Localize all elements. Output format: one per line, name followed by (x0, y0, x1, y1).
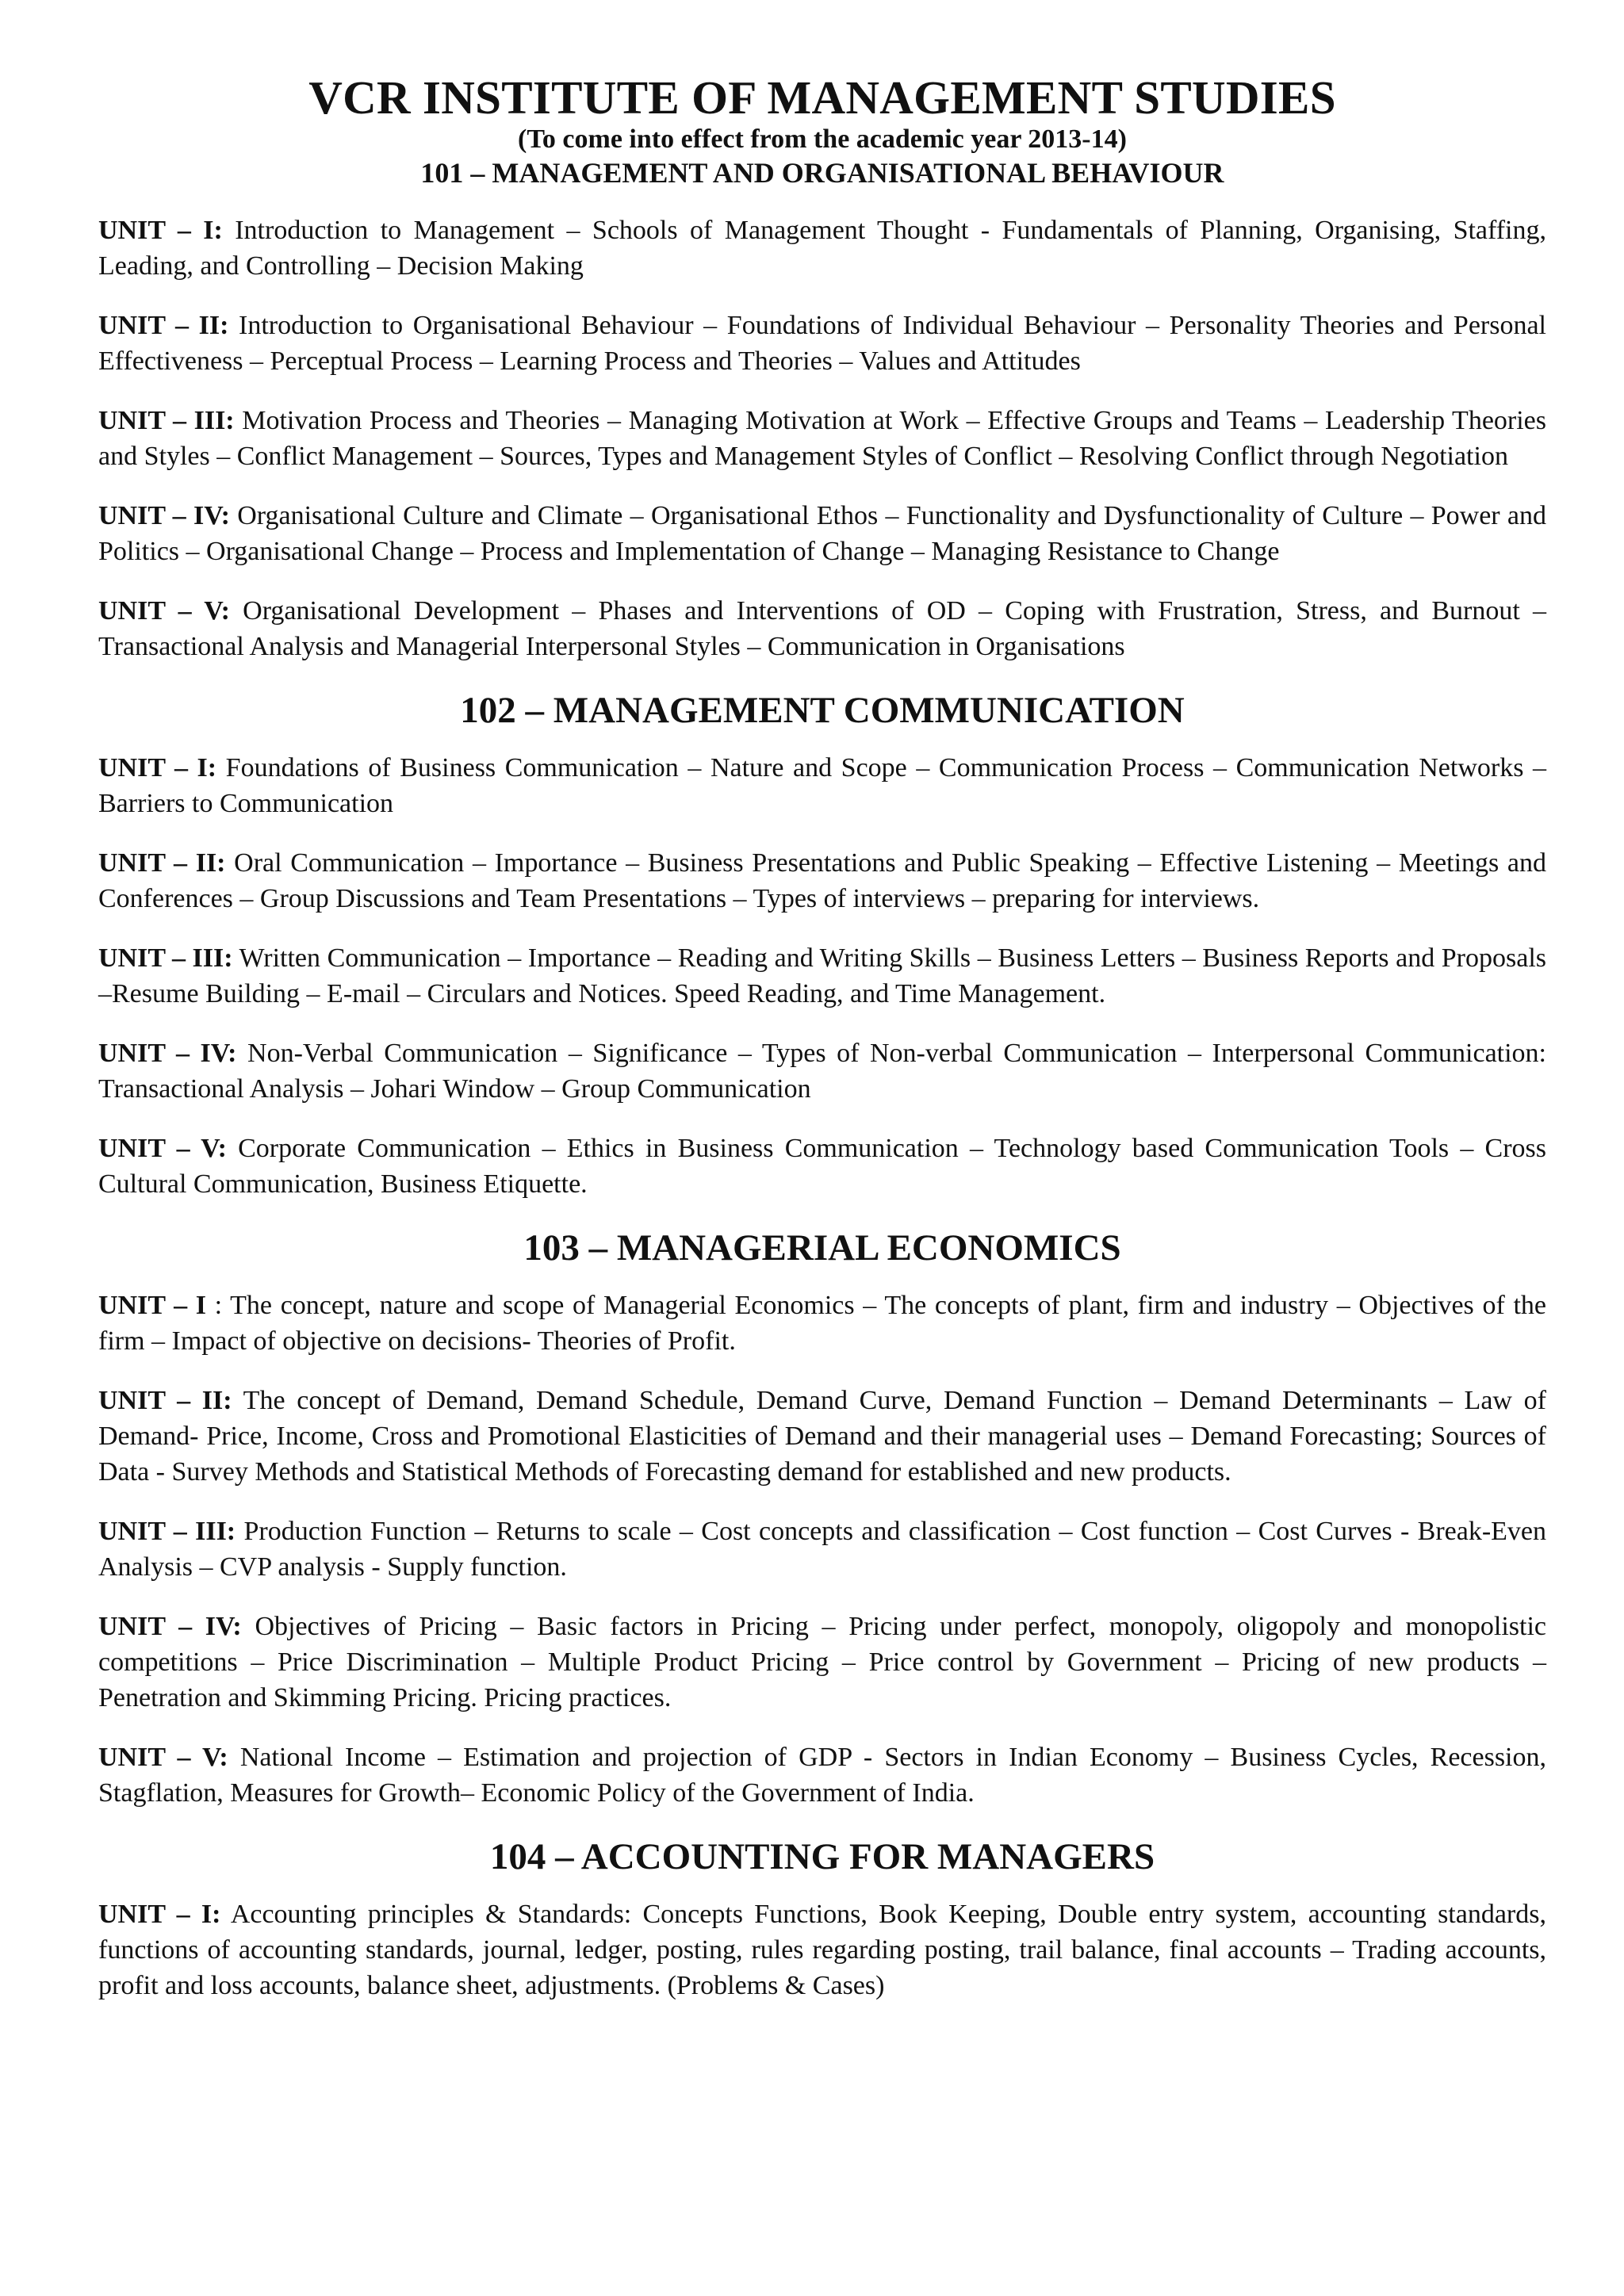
unit-text: Introduction to Management – Schools of Management Thought - Fundamentals of Planning, Organising, Staffing, Leading, and Controlling – Decision Making (98, 216, 1546, 281)
unit-label: UNIT – V: (98, 1743, 228, 1772)
effect-note: (To come into effect from the academic year 2013-14) (518, 124, 1127, 154)
course-103-unit-3 (98, 1513, 1546, 1585)
unit-label: UNIT – II: (98, 848, 226, 878)
unit-label: UNIT – III: (98, 406, 235, 435)
unit-text: : The concept, nature and scope of Managerial Economics – The concepts of plant, firm and industry – Objectives of the firm – Impact of objective on decisions- Theories of Profit. (98, 1291, 1546, 1356)
unit-text: Introduction to Organisational Behaviour – Foundations of Individual Behaviour – Personality Theories and Personal Effectiveness – Perceptual Process – Learning Process and Theories – Values and Attitudes (98, 311, 1547, 376)
course-103-unit-1 (98, 1288, 1546, 1359)
course-103-unit-4 (98, 1609, 1546, 1716)
course-103-unit-5 (98, 1739, 1546, 1811)
course-104-section (98, 1835, 1546, 2003)
course-102-unit-3 (98, 940, 1546, 1012)
unit-label: UNIT – I: (98, 216, 223, 245)
course-101-unit-5 (98, 593, 1546, 664)
course-101-unit-4 (98, 498, 1546, 569)
course-102-unit-1 (98, 750, 1546, 821)
unit-text: Organisational Development – Phases and Interventions of OD – Coping with Frustration, Stress, and Burnout – Transactional Analysis and Managerial Interpersonal Styles – Communication in Organisations (98, 596, 1547, 661)
course-101-unit-2 (98, 308, 1546, 379)
unit-label: UNIT – IV: (98, 501, 230, 530)
unit-label: UNIT – I: (98, 1900, 221, 1929)
syllabus-page (98, 71, 1546, 2027)
unit-label: UNIT – V: (98, 596, 230, 626)
unit-text: Motivation Process and Theories – Managing Motivation at Work – Effective Groups and Teams – Leadership Theories and Styles – Conflict Management – Sources, Types and Management Styles of Conflict – Resolving Conflict through Negotiation (98, 406, 1546, 471)
institute-title: VCR INSTITUTE OF MANAGEMENT STUDIES (308, 71, 1336, 124)
course-104-title: 104 – ACCOUNTING FOR MANAGERS (489, 1836, 1155, 1877)
unit-label: UNIT – I: (98, 753, 217, 783)
unit-label: UNIT – I (98, 1291, 206, 1320)
course-103-title: 103 – MANAGERIAL ECONOMICS (523, 1227, 1121, 1269)
unit-text: National Income – Estimation and projection of GDP - Sectors in Indian Economy – Business Cycles, Recession, Stagflation, Measures for Growth– Economic Policy of the Government of India. (98, 1743, 1547, 1808)
unit-text: Corporate Communication – Ethics in Business Communication – Technology based Communication Tools – Cross Cultural Communication, Business Etiquette. (98, 1134, 1546, 1199)
course-103-unit-2 (98, 1383, 1546, 1490)
course-102-unit-2 (98, 845, 1546, 916)
unit-label: UNIT – II: (98, 311, 229, 340)
course-101-section (98, 155, 1546, 664)
unit-text: Organisational Culture and Climate – Organisational Ethos – Functionality and Dysfunctionality of Culture – Power and Politics – Organisational Change – Process and Implementation of Change – Managing Resistance to Change (98, 501, 1546, 566)
unit-label: UNIT – III: (98, 943, 233, 973)
course-102-unit-4 (98, 1035, 1546, 1107)
unit-text: Objectives of Pricing – Basic factors in Pricing – Pricing under perfect, monopoly, oligopoly and monopolistic competitions – Price Discrimination – Multiple Product Pricing – Price control by Government – Pricing of new products –Penetration and Skimming Pricing. Pricing practices. (98, 1612, 1547, 1712)
unit-label: UNIT – IV: (98, 1039, 237, 1068)
unit-label: UNIT – III: (98, 1517, 236, 1546)
course-101-unit-3 (98, 403, 1546, 474)
unit-text: Written Communication – Importance – Reading and Writing Skills – Business Letters – Business Reports and Proposals –Resume Building – E-mail – Circulars and Notices. Speed Reading, and Time Management. (98, 943, 1546, 1008)
course-103-section (98, 1226, 1546, 1811)
unit-label: UNIT – II: (98, 1386, 232, 1415)
course-101-unit-1 (98, 212, 1546, 284)
course-102-section (98, 688, 1546, 1202)
unit-text: Non-Verbal Communication – Significance – Types of Non-verbal Communication – Interpersonal Communication: Transactional Analysis – Johari Window – Group Communication (98, 1039, 1546, 1104)
unit-text: Production Function – Returns to scale – Cost concepts and classification – Cost function – Cost Curves - Break-Even Analysis – CVP analysis - Supply function. (98, 1517, 1546, 1582)
course-102-title: 102 – MANAGEMENT COMMUNICATION (460, 690, 1185, 731)
unit-text: The concept of Demand, Demand Schedule, Demand Curve, Demand Function – Demand Determinants – Law of Demand- Price, Income, Cross and Promotional Elasticities of Demand and their managerial uses – Demand Forecasting; Sources of Data - Survey Methods and Statistical Methods of Forecasting demand for established and new products. (98, 1386, 1546, 1487)
unit-label: UNIT – V: (98, 1134, 227, 1163)
unit-text: Accounting principles & Standards: Concepts Functions, Book Keeping, Double entry system, accounting standards, functions of accounting standards, journal, ledger, posting, rules regarding posting, trail balance, final accounts – Trading accounts, profit and loss accounts, balance sheet, adjustments. (Problems & Cases) (98, 1900, 1546, 2000)
unit-label: UNIT – IV: (98, 1612, 242, 1641)
course-101-title: 101 – MANAGEMENT AND ORGANISATIONAL BEHAVIOUR (420, 157, 1224, 189)
unit-text: Foundations of Business Communication – Nature and Scope – Communication Process – Communication Networks – Barriers to Communication (98, 753, 1546, 818)
unit-text: Oral Communication – Importance – Business Presentations and Public Speaking – Effective Listening – Meetings and Conferences – Group Discussions and Team Presentations – Types of interviews – preparing for interviews. (98, 848, 1547, 913)
course-102-unit-5 (98, 1131, 1546, 1202)
course-104-unit-1 (98, 1896, 1546, 2003)
